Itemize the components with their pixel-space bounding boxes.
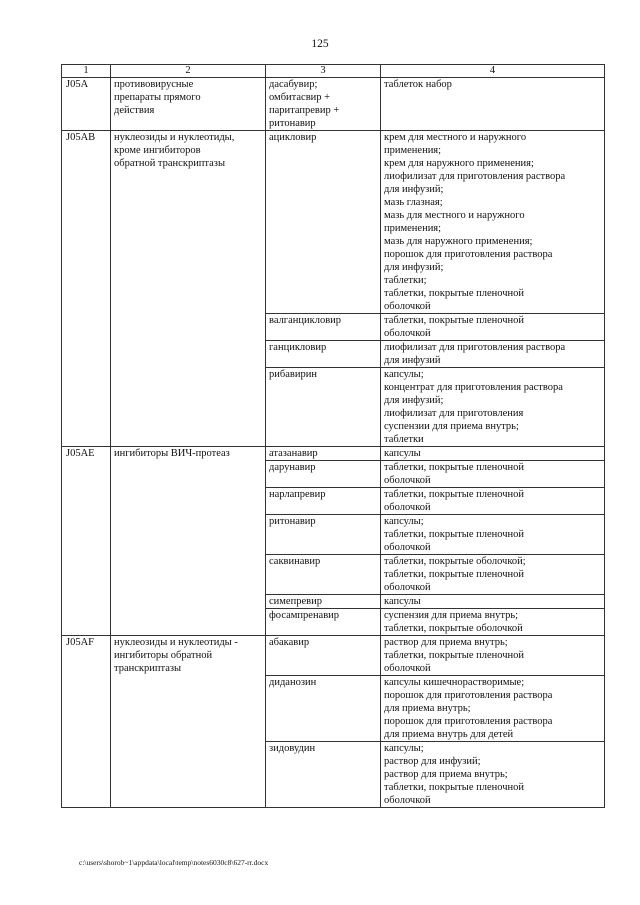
dosage-forms	[381, 595, 605, 609]
table-row	[62, 636, 605, 676]
dosage-forms-line: для инфузий;	[384, 262, 444, 273]
drug-name-line: диданозин	[269, 677, 317, 688]
drug-name-line: симепревир	[269, 596, 322, 607]
atc-code: J05AE	[62, 447, 111, 636]
header-cell: 4	[381, 65, 605, 78]
dosage-forms-line: оболочкой	[384, 301, 431, 312]
dosage-forms-line: таблетки, покрытые пленочной	[384, 288, 525, 299]
dosage-forms	[381, 368, 605, 447]
dosage-forms-line: раствор для приема внутрь;	[384, 769, 508, 780]
dosage-forms-line: лиофилизат для приготовления раствора	[384, 171, 566, 182]
dosage-forms	[381, 341, 605, 368]
group-name-line: нуклеозиды и нуклеотиды -	[114, 637, 238, 648]
group-name	[111, 447, 266, 636]
drug-name-line: ритонавир	[269, 516, 316, 527]
dosage-forms-line: применения;	[384, 223, 442, 234]
table-row	[62, 78, 605, 131]
group-name-line: обратной транскриптазы	[114, 158, 226, 169]
drug-name	[266, 461, 381, 488]
dosage-forms-line: таблетки, покрытые пленочной	[384, 462, 525, 473]
dosage-forms	[381, 609, 605, 636]
dosage-forms-line: капсулы;	[384, 743, 424, 754]
dosage-forms-line: для инфузий;	[384, 184, 444, 195]
drug-name-line: фосампренавир	[269, 610, 340, 621]
table-row	[62, 447, 605, 461]
dosage-forms	[381, 555, 605, 595]
dosage-forms-line: порошок для приготовления раствора	[384, 249, 553, 260]
table-body	[62, 78, 605, 808]
dosage-forms-line: для приема внутрь для детей	[384, 729, 514, 740]
dosage-forms-line: крем для наружного применения;	[384, 158, 534, 169]
dosage-forms	[381, 461, 605, 488]
drug-name-line: зидовудин	[269, 743, 316, 754]
dosage-forms-line: таблетки, покрытые пленочной	[384, 650, 525, 661]
drug-name-line: ганцикловир	[269, 342, 327, 353]
drug-name	[266, 609, 381, 636]
dosage-forms-line: раствор для инфузий;	[384, 756, 481, 767]
dosage-forms-line: капсулы	[384, 448, 421, 459]
dosage-forms-line: оболочкой	[384, 663, 431, 674]
header-cell: 1	[62, 65, 111, 78]
group-name-line: ингибиторы обратной	[114, 650, 213, 661]
dosage-forms-line: мазь глазная;	[384, 197, 443, 208]
dosage-forms-line: таблетки, покрытые пленочной	[384, 529, 525, 540]
drug-name-line: атазанавир	[269, 448, 318, 459]
dosage-forms-line: порошок для приготовления раствора	[384, 690, 553, 701]
dosage-forms-line: для инфузий;	[384, 395, 444, 406]
drug-name	[266, 636, 381, 676]
drug-name	[266, 595, 381, 609]
drug-name	[266, 676, 381, 742]
group-name-line: транскриптазы	[114, 663, 182, 674]
drug-name-line: абакавир	[269, 637, 310, 648]
dosage-forms-line: мазь для местного и наружного	[384, 210, 525, 221]
drug-name-line: ритонавир	[269, 118, 316, 129]
dosage-forms	[381, 447, 605, 461]
dosage-forms-line: таблетки, покрытые оболочкой	[384, 623, 523, 634]
dosage-forms-line: таблетки;	[384, 275, 427, 286]
dosage-forms	[381, 314, 605, 341]
drug-name-line: саквинавир	[269, 556, 321, 567]
group-name-line: препараты прямого	[114, 92, 201, 103]
drug-name-line: омбитасвир +	[269, 92, 331, 103]
dosage-forms-line: таблетки, покрытые пленочной	[384, 782, 525, 793]
table-row	[62, 131, 605, 314]
drug-name	[266, 515, 381, 555]
drug-name	[266, 131, 381, 314]
dosage-forms-line: оболочкой	[384, 328, 431, 339]
header-cell: 2	[111, 65, 266, 78]
drug-name	[266, 314, 381, 341]
dosage-forms-line: для приема внутрь;	[384, 703, 471, 714]
dosage-forms-line: оболочкой	[384, 542, 431, 553]
dosage-forms-line: концентрат для приготовления раствора	[384, 382, 563, 393]
drug-name	[266, 742, 381, 808]
dosage-forms-line: капсулы	[384, 596, 421, 607]
drug-name	[266, 368, 381, 447]
drug-name-line: ацикловир	[269, 132, 317, 143]
dosage-forms-line: таблетки, покрытые пленочной	[384, 315, 525, 326]
drug-name-line: валганцикловир	[269, 315, 342, 326]
group-name	[111, 78, 266, 131]
drug-name	[266, 555, 381, 595]
header-row	[62, 65, 605, 78]
drug-name-line: рибавирин	[269, 369, 317, 380]
dosage-forms-line: мазь для наружного применения;	[384, 236, 533, 247]
footer-file-path: c:\users\shorob~1\appdata\local\temp\notes6030c8\627-rr.docx	[79, 858, 269, 867]
dosage-forms	[381, 636, 605, 676]
header-cell: 3	[266, 65, 381, 78]
dosage-forms-line: таблетки, покрытые пленочной	[384, 569, 525, 580]
group-name-line: действия	[114, 105, 155, 116]
group-name-line: ингибиторы ВИЧ-протеаз	[114, 448, 230, 459]
dosage-forms-line: оболочкой	[384, 502, 431, 513]
drug-name	[266, 488, 381, 515]
atc-code: J05A	[62, 78, 111, 131]
drug-name	[266, 78, 381, 131]
drug-name	[266, 341, 381, 368]
drug-name-line: дарунавир	[269, 462, 316, 473]
dosage-forms-line: оболочкой	[384, 795, 431, 806]
dosage-forms-line: оболочкой	[384, 475, 431, 486]
dosage-forms-line: таблеток набор	[384, 79, 452, 90]
dosage-forms	[381, 742, 605, 808]
page-number: 125	[311, 38, 329, 50]
dosage-forms-line: раствор для приема внутрь;	[384, 637, 508, 648]
atc-code: J05AF	[62, 636, 111, 808]
dosage-forms	[381, 676, 605, 742]
dosage-forms-line: капсулы;	[384, 516, 424, 527]
dosage-forms-line: крем для местного и наружного	[384, 132, 527, 143]
dosage-forms-line: таблетки, покрытые оболочкой;	[384, 556, 526, 567]
group-name	[111, 636, 266, 808]
dosage-forms-line: применения;	[384, 145, 442, 156]
dosage-forms-line: порошок для приготовления раствора	[384, 716, 553, 727]
dosage-forms	[381, 515, 605, 555]
dosage-forms-line: оболочкой	[384, 582, 431, 593]
dosage-forms	[381, 131, 605, 314]
drug-name-line: нарлапревир	[269, 489, 326, 500]
dosage-forms-line: таблетки	[384, 434, 424, 445]
drug-name-line: паритапревир +	[269, 105, 340, 116]
drug-name	[266, 447, 381, 461]
dosage-forms-line: суспензия для приема внутрь;	[384, 610, 519, 621]
group-name-line: нуклеозиды и нуклеотиды,	[114, 132, 235, 143]
group-name	[111, 131, 266, 447]
dosage-forms-line: таблетки, покрытые пленочной	[384, 489, 525, 500]
drug-table	[61, 64, 605, 808]
dosage-forms-line: лиофилизат для приготовления раствора	[384, 342, 566, 353]
dosage-forms-line: для инфузий	[384, 355, 441, 366]
dosage-forms-line: капсулы;	[384, 369, 424, 380]
drug-name-line: дасабувир;	[269, 79, 318, 90]
dosage-forms-line: капсулы кишечнорастворимые;	[384, 677, 525, 688]
dosage-forms-line: суспензии для приема внутрь;	[384, 421, 519, 432]
dosage-forms	[381, 78, 605, 131]
group-name-line: кроме ингибиторов	[114, 145, 201, 156]
dosage-forms-line: лиофилизат для приготовления	[384, 408, 524, 419]
dosage-forms	[381, 488, 605, 515]
atc-code: J05AB	[62, 131, 111, 447]
group-name-line: противовирусные	[114, 79, 194, 90]
